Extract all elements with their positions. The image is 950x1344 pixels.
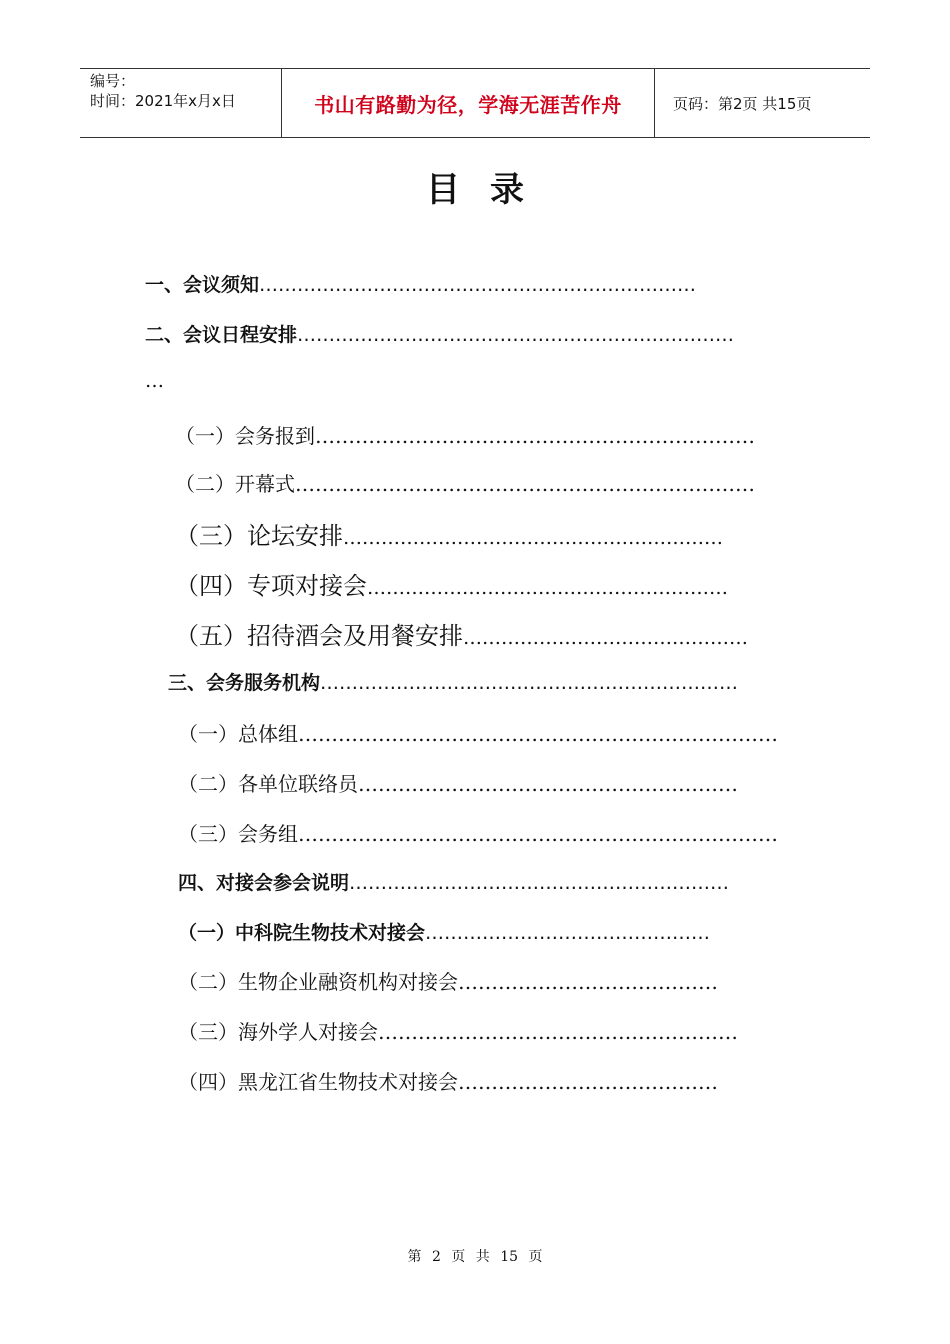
- motto: 书山有路勤为径，学海无涯苦作舟: [314, 92, 622, 117]
- toc-item[interactable]: [178, 918, 800, 945]
- toc-item[interactable]: [175, 616, 800, 651]
- toc-leader: …………………………………………………: [367, 577, 728, 599]
- toc-label: （四）专项对接会: [175, 572, 367, 600]
- toc-label: （一）总体组: [178, 722, 298, 746]
- toc-label: （一）会务报到: [175, 424, 315, 448]
- toc-leader: …………………………………………………………: [320, 672, 739, 694]
- toc-leader: ………………………………………………………………: [298, 722, 778, 746]
- toc-item[interactable]: [175, 566, 800, 601]
- toc-label: （五）招待酒会及用餐安排: [175, 622, 463, 650]
- toc-item[interactable]: [178, 966, 800, 995]
- toc-item[interactable]: [178, 1016, 800, 1045]
- toc-leader: ……………………………………………………………: [295, 472, 755, 496]
- toc-leader: ………………………………………………………………: [298, 822, 778, 846]
- header-right-cell: [663, 69, 870, 137]
- toc-label: 二、会议日程安排: [145, 324, 298, 346]
- toc-leader: ……………………………………………………………: [259, 274, 697, 296]
- toc-leader: ……………………………………………………………: [297, 324, 735, 346]
- toc-leader: …………………………………: [458, 970, 718, 994]
- toc-item[interactable]: [178, 868, 804, 895]
- toc-label: （四）黑龙江省生物技术对接会: [178, 1070, 458, 1094]
- toc-label: （三）海外学人对接会: [178, 1020, 378, 1044]
- toc-label: （二）各单位联络员: [178, 772, 358, 796]
- toc-label: 一、会议须知: [145, 274, 260, 296]
- toc-label: 三、会务服务机构: [168, 672, 321, 694]
- toc-leader: ………………………………………: [425, 922, 711, 944]
- number-label: 编号：: [90, 72, 136, 90]
- toc-label: （三）会务组: [178, 822, 298, 846]
- toc-leader: …………………………………………………………: [315, 424, 755, 448]
- toc-label: （一）中科院生物技术对接会: [178, 922, 426, 944]
- toc-label: （二）生物企业融资机构对接会: [178, 970, 458, 994]
- toc-leader: ……………………………………………………: [343, 527, 723, 549]
- toc-leader: ………………………………………………: [378, 1020, 738, 1044]
- toc-leader: ……………………………………………………: [349, 872, 730, 894]
- header-left-cell: [80, 69, 280, 137]
- toc-label: （三）论坛安排: [175, 522, 343, 550]
- page-info: 页码：第2页 共15页: [673, 94, 812, 113]
- toc-item[interactable]: [178, 818, 804, 847]
- toc-label: （二）开幕式: [175, 472, 295, 496]
- toc-item[interactable]: [178, 768, 800, 797]
- toc-item[interactable]: [145, 270, 795, 297]
- toc-item[interactable]: [168, 668, 798, 695]
- toc-label: 四、对接会参会说明: [178, 872, 350, 894]
- toc-item[interactable]: [178, 1066, 800, 1095]
- toc-item[interactable]: [175, 516, 800, 551]
- toc-item-continuation: [145, 370, 185, 392]
- toc-leader: …: [145, 370, 164, 392]
- page-footer: 第 2 页 共 15 页: [407, 1249, 543, 1265]
- toc-leader: ………………………………………: [463, 627, 748, 649]
- page-title: 目录: [426, 170, 554, 210]
- toc-item[interactable]: [175, 420, 800, 449]
- header-table: [80, 68, 870, 138]
- header-center-cell: [281, 69, 655, 137]
- toc-item[interactable]: [145, 320, 810, 347]
- toc-item[interactable]: [175, 468, 800, 497]
- toc-leader: …………………………………………………: [358, 772, 738, 796]
- toc-leader: …………………………………: [458, 1070, 718, 1094]
- toc-item[interactable]: [178, 718, 800, 747]
- time-label: 时间：2021年x月x日: [90, 92, 236, 110]
